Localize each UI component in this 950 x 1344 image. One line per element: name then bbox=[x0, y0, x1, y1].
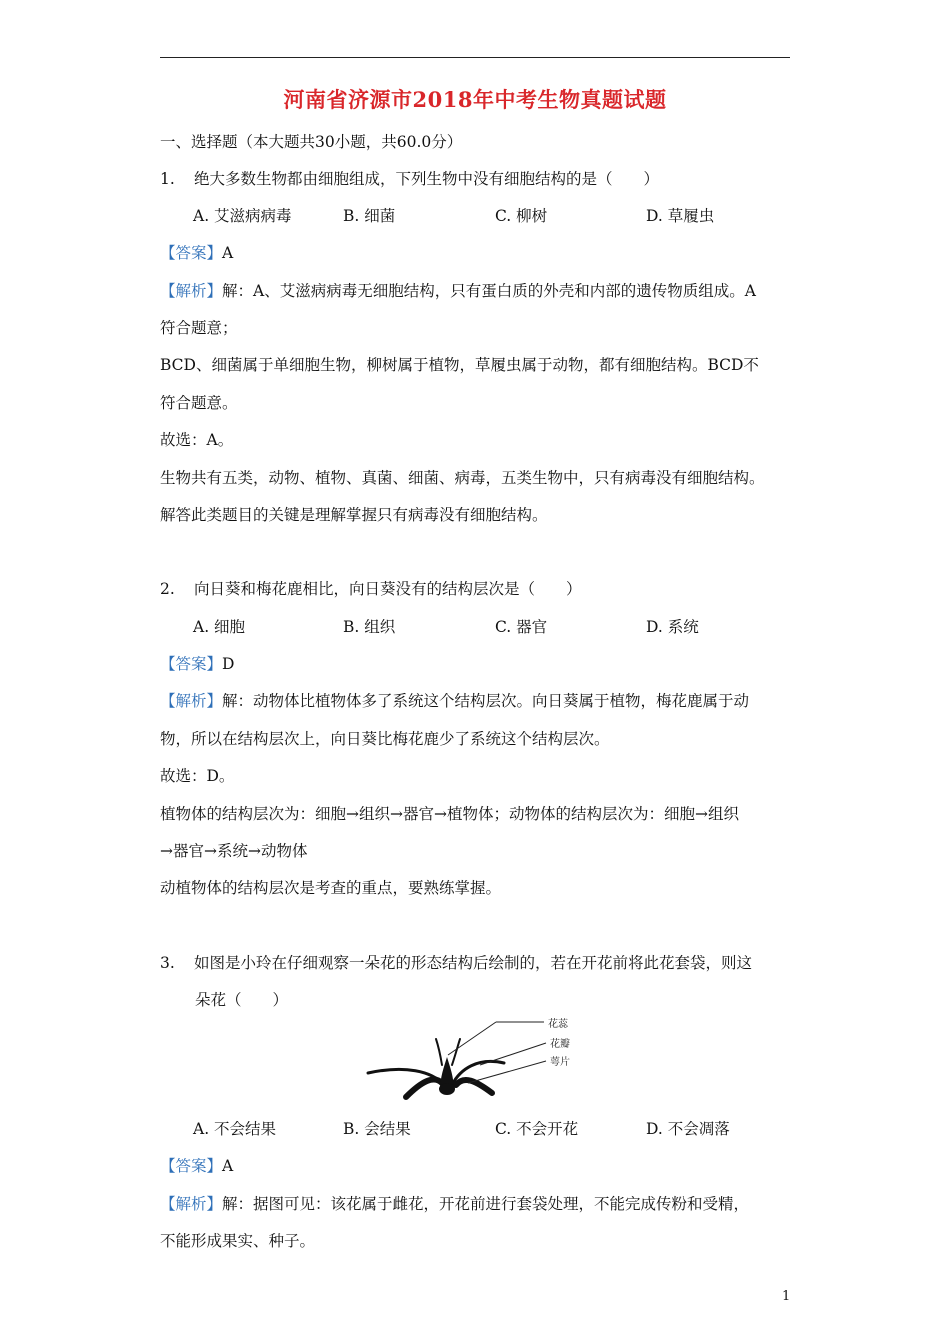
flower-drawing bbox=[368, 1039, 504, 1097]
q2-answer bbox=[160, 653, 800, 675]
answer-tag: 【答案】 bbox=[160, 1157, 223, 1175]
question-number: 3. bbox=[160, 954, 175, 972]
q1-option-c: C. 柳树 bbox=[495, 207, 548, 225]
q1-analysis-line bbox=[160, 280, 800, 302]
q3-option-d: D. 不会凋落 bbox=[646, 1120, 730, 1138]
q1-answer bbox=[160, 242, 800, 264]
answer-value: A bbox=[222, 244, 234, 262]
question-3-stem-continued: 朵花（ ） bbox=[195, 991, 289, 1009]
q2-analysis-line: 动植物体的结构层次是考查的重点，要熟练掌握。 bbox=[160, 879, 502, 897]
question-3-stem bbox=[160, 952, 800, 974]
answer-value: D bbox=[222, 655, 235, 673]
question-1-stem bbox=[160, 168, 800, 190]
question-number: 1. bbox=[160, 170, 175, 188]
analysis-text: 解：据图可见：该花属于雌花，开花前进行套袋处理，不能完成传粉和受精， bbox=[222, 1195, 750, 1213]
q2-option-a: A. 细胞 bbox=[193, 618, 246, 636]
q2-analysis-line: →器官→系统→动物体 bbox=[160, 842, 308, 860]
figure-label-stamen: 花蕊 bbox=[548, 1019, 568, 1030]
flower-base bbox=[439, 1083, 455, 1095]
figure-label-sepal: 萼片 bbox=[550, 1057, 570, 1068]
analysis-tag: 【解析】 bbox=[160, 692, 223, 710]
section-heading: 一、选择题（本大题共30小题，共60.0分） bbox=[160, 133, 463, 151]
header-rule bbox=[160, 57, 790, 58]
q3-analysis-line: 不能形成果实、种子。 bbox=[160, 1232, 316, 1250]
q1-option-d: D. 草履虫 bbox=[646, 207, 715, 225]
q3-analysis-line bbox=[160, 1193, 800, 1215]
q1-analysis-line: 符合题意。 bbox=[160, 394, 238, 412]
q2-analysis-line: 故选：D。 bbox=[160, 767, 235, 785]
answer-tag: 【答案】 bbox=[160, 655, 223, 673]
q2-option-d: D. 系统 bbox=[646, 618, 699, 636]
q1-analysis-line: BCD、细菌属于单细胞生物，柳树属于植物，草履虫属于动物，都有细胞结构。BCD不 bbox=[160, 356, 759, 374]
analysis-text: 解：A、艾滋病病毒无细胞结构，只有蛋白质的外壳和内部的遗传物质组成。A bbox=[222, 282, 756, 300]
pointer-lines bbox=[448, 1022, 546, 1083]
q1-analysis-line: 生物共有五类，动物、植物、真菌、细菌、病毒，五类生物中，只有病毒没有细胞结构。 bbox=[160, 469, 765, 487]
question-text: 绝大多数生物都由细胞组成，下列生物中没有细胞结构的是（ ） bbox=[194, 170, 660, 188]
q2-option-b: B. 组织 bbox=[343, 618, 396, 636]
figure-label-petal: 花瓣 bbox=[550, 1039, 570, 1050]
analysis-text: 解：动物体比植物体多了系统这个结构层次。向日葵属于植物，梅花鹿属于动 bbox=[222, 692, 750, 710]
answer-tag: 【答案】 bbox=[160, 244, 223, 262]
q2-option-c: C. 器官 bbox=[495, 618, 548, 636]
q2-analysis-line: 物，所以在结构层次上，向日葵比梅花鹿少了系统这个结构层次。 bbox=[160, 730, 610, 748]
analysis-tag: 【解析】 bbox=[160, 1195, 223, 1213]
analysis-tag: 【解析】 bbox=[160, 282, 223, 300]
q1-analysis-line: 解答此类题目的关键是理解掌握只有病毒没有细胞结构。 bbox=[160, 506, 548, 524]
question-number: 2. bbox=[160, 580, 175, 598]
question-2-stem bbox=[160, 578, 800, 600]
q1-analysis-line: 符合题意； bbox=[160, 319, 238, 337]
flower-diagram bbox=[360, 1013, 600, 1103]
question-text: 向日葵和梅花鹿相比，向日葵没有的结构层次是（ ） bbox=[194, 580, 582, 598]
q2-analysis-line: 植物体的结构层次为：细胞→组织→器官→植物体；动物体的结构层次为：细胞→组织 bbox=[160, 805, 739, 823]
q1-analysis-line: 故选：A。 bbox=[160, 431, 234, 449]
q3-option-c: C. 不会开花 bbox=[495, 1120, 579, 1138]
q1-option-b: B. 细菌 bbox=[343, 207, 396, 225]
page-number: 1 bbox=[782, 1289, 791, 1304]
q2-analysis-line bbox=[160, 690, 800, 712]
q1-option-a: A. 艾滋病病毒 bbox=[193, 207, 292, 225]
q3-option-b: B. 会结果 bbox=[343, 1120, 411, 1138]
answer-value: A bbox=[222, 1157, 234, 1175]
q3-option-a: A. 不会结果 bbox=[193, 1120, 277, 1138]
page-title: 河南省济源市2018年中考生物真题试题 bbox=[283, 87, 667, 112]
question-text: 如图是小玲在仔细观察一朵花的形态结构后绘制的，若在开花前将此花套袋，则这 bbox=[194, 954, 753, 972]
q3-answer bbox=[160, 1155, 800, 1177]
